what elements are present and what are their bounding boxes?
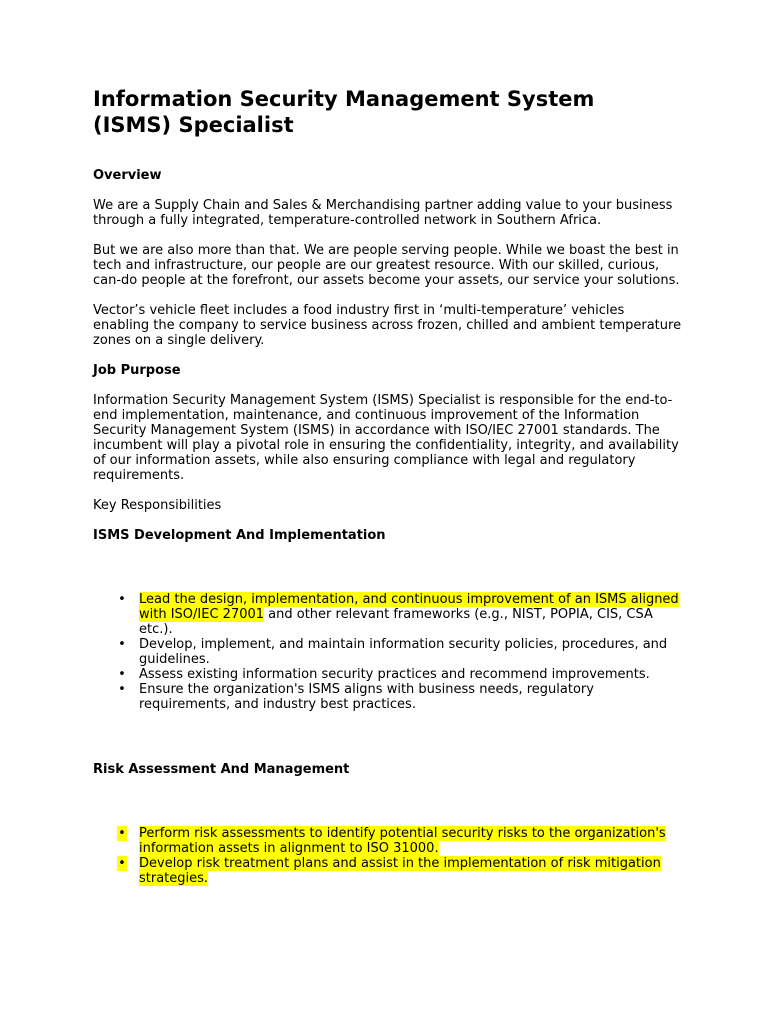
bullet-icon: • [118, 826, 126, 841]
risk-bullet-list [93, 826, 683, 886]
list-item [118, 682, 683, 712]
list-item-text: Develop, implement, and maintain information security policies, procedures, and guidelines. [139, 637, 668, 667]
job-purpose-paragraph: Information Security Management System (ISMS) Specialist is responsible for the end-to-end implementation, maintenance, and continuous improvement of the Information Security Management System (ISMS) in accordance with ISO/IEC 27001 standards. The incumbent will play a pivotal role in ensuring the confidentiality, integrity, and availability of our information assets, while also ensuring compliance with legal and regulatory requirements. [93, 393, 679, 483]
bullet-icon: • [118, 856, 126, 871]
overview-paragraph-3: Vector’s vehicle fleet includes a food industry first in ‘multi-temperature’ vehicles enabling the company to service business across frozen, chilled and ambient temperature zones on a single delivery. [93, 303, 682, 348]
page-title [93, 86, 683, 138]
highlighted-text: Perform risk assessments to identify potential security risks to the organization's information assets in alignment to ISO 31000. [139, 826, 666, 856]
list-item [118, 826, 683, 856]
bullet-icon: • [118, 592, 126, 607]
overview-paragraph-2: But we are also more than that. We are people serving people. While we boast the best in tech and infrastructure, our people are our greatest resource. With our skilled, curious, can-do people at the forefront, our assets become your assets, our service your solutions. [93, 243, 680, 288]
risk-section-heading: Risk Assessment And Management [93, 762, 350, 777]
overview-heading: Overview [93, 168, 162, 183]
list-item [118, 667, 683, 682]
list-item-text: Ensure the organization's ISMS aligns with business needs, regulatory requirements, and industry best practices. [139, 682, 594, 712]
list-item [118, 856, 683, 886]
bullet-icon: • [118, 682, 126, 697]
list-item-text: and other relevant frameworks (e.g., NIST, POPIA, CIS, CSA etc.). [139, 607, 653, 637]
bullet-icon: • [118, 637, 126, 652]
list-item [118, 637, 683, 667]
job-purpose-heading: Job Purpose [93, 363, 181, 378]
isms-section-heading: ISMS Development And Implementation [93, 528, 386, 543]
document-content [93, 86, 683, 886]
page-title-line-1: Information Security Management System [93, 87, 595, 111]
page-title-line-2: (ISMS) Specialist [93, 113, 294, 137]
overview-paragraph-1: We are a Supply Chain and Sales & Merchandising partner adding value to your business through a fully integrated, temperature-controlled network in Southern Africa. [93, 198, 673, 228]
bullet-icon: • [118, 667, 126, 682]
highlighted-text: Lead the design, implementation, and continuous improvement of an ISMS aligned with ISO/IEC 27001 [139, 592, 679, 622]
list-item-text: Assess existing information security practices and recommend improvements. [139, 667, 650, 682]
list-item [118, 592, 683, 637]
key-responsibilities-label: Key Responsibilities [93, 498, 222, 513]
isms-bullet-list [93, 592, 683, 712]
highlighted-text: Develop risk treatment plans and assist in the implementation of risk mitigation strategies. [139, 856, 661, 886]
